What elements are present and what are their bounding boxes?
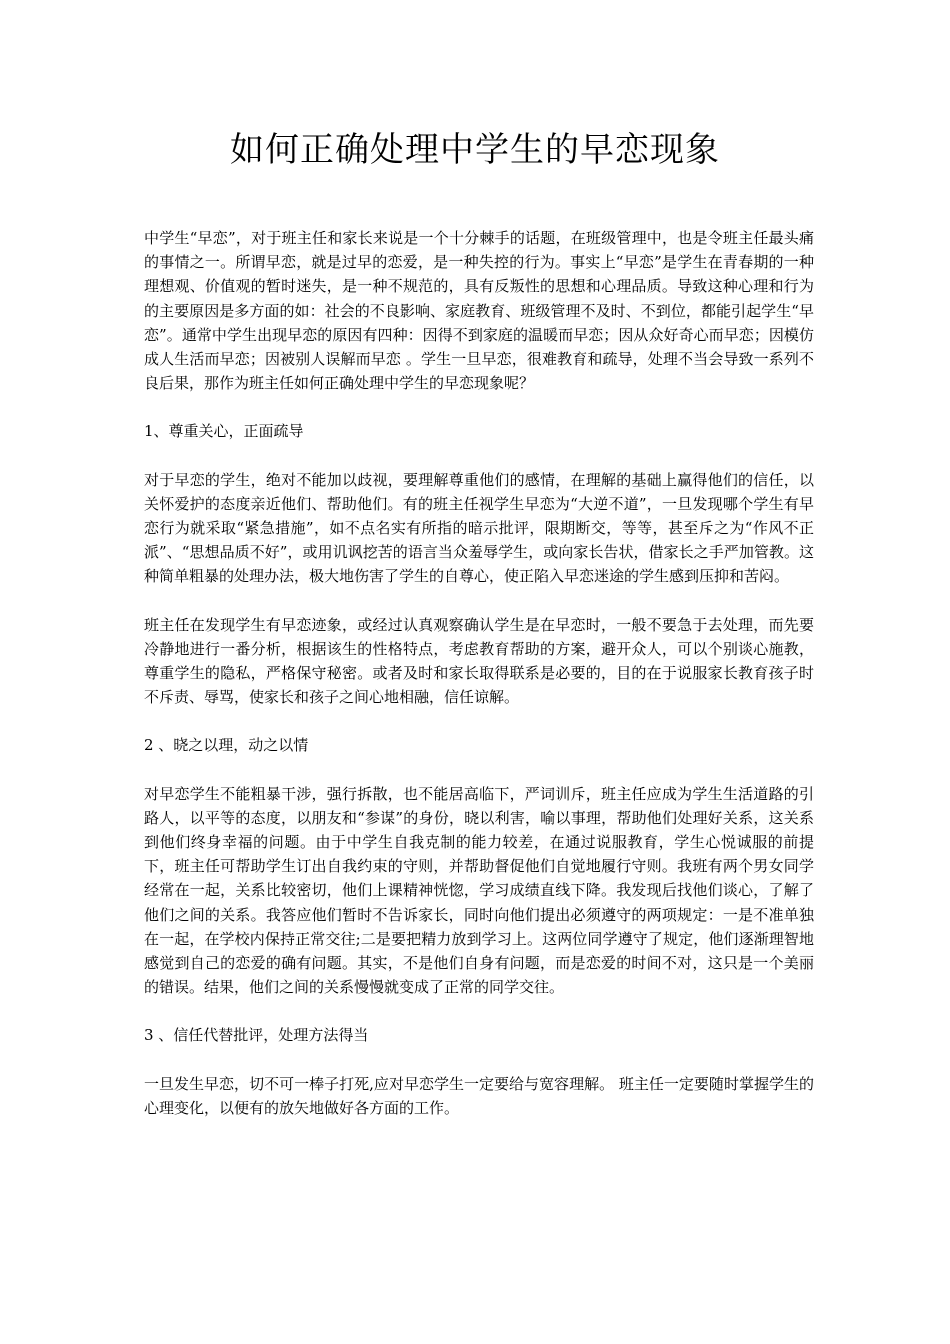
section-3-paragraph-1: 一旦发生早恋，切不可一棒子打死,应对早恋学生一定要给与宽容理解。 班主任一定要随时掌握学生的心理变化，以便有的放矢地做好各方面的工作。 [144,1074,814,1117]
intro-paragraph: 中学生“早恋”，对于班主任和家长来说是一个十分棘手的话题，在班级管理中，也是令班主任最头痛的事情之一。所谓早恋，就是过早的恋爱，是一种失控的行为。事实上“早恋”是学生在青春期的一种理想观、价值观的暂时迷失，是一种不规范的，具有反叛性的思想和心理品质。导致这种心理和行为的主要原因是多方面的如：社会的不良影响、家庭教育、班级管理不及时、不到位，都能引起学生“早恋”。通常中学生出现早恋的原因有四种：因得不到家庭的温暖而早恋；因从众好奇心而早恋；因模仿成人生活而早恋；因被别人误解而早恋 。学生一旦早恋，很难教育和疏导，处理不当会导致一系列不良后果，那作为班主任如何正确处理中学生的早恋现象呢？ [144,229,814,393]
document-title: 如何正确处理中学生的早恋现象 [230,130,720,170]
section-2-paragraph-1: 对早恋学生不能粗暴干涉，强行拆散，也不能居高临下，严词训斥，班主任应成为学生生活道路的引路人，以平等的态度，以朋友和“参谋”的身份，晓以利害，喻以事理，帮助他们处理好关系，这关系到他们终身幸福的问题。由于中学生自我克制的能力较差，在通过说服教育，学生心悦诚服的前提下，班主任可帮助学生订出自我约束的守则，并帮助督促他们自觉地履行守则。我班有两个男女同学经常在一起，关系比较密切，他们上课精神恍惚，学习成绩直线下降。我发现后找他们谈心，了解了他们之间的关系。我答应他们暂时不告诉家长，同时向他们提出必须遵守的两项规定：一是不准单独在一起，在学校内保持正常交往;二是要把精力放到学习上。这两位同学遵守了规定，他们逐渐理智地感觉到自己的恋爱的确有问题。其实，不是他们自身有问题，而是恋爱的时间不对，这只是一个美丽的错误。结果，他们之间的关系慢慢就变成了正常的同学交往。 [144,784,814,997]
section-3-heading: 3 、信任代替批评，处理方法得当 [144,1026,369,1045]
document-body [144,226,814,1144]
section-1-paragraph-2: 班主任在发现学生有早恋迹象，或经过认真观察确认学生是在早恋时，一般不要急于去处理，而先要冷静地进行一番分析，根据该生的性格特点，考虑教育帮助的方案，避开众人，可以个别谈心施教，尊重学生的隐私，严格保守秘密。或者及时和家长取得联系是必要的，目的在于说服家长教育孩子时不斥责、辱骂，使家长和孩子之间心地相融，信任谅解。 [144,615,814,707]
section-2-heading: 2 、晓之以理，动之以情 [144,736,309,755]
section-1-heading: 1、尊重关心，正面疏导 [144,422,304,441]
section-1-paragraph-1: 对于早恋的学生，绝对不能加以歧视，要理解尊重他们的感情，在理解的基础上赢得他们的信任，以关怀爱护的态度亲近他们、帮助他们。有的班主任视学生早恋为“大逆不道”，一旦发现哪个学生有早恋行为就采取“紧急措施”，如不点名实有所指的暗示批评，限期断交，等等，甚至斥之为“作风不正派”、“思想品质不好”，或用讥讽挖苦的语言当众羞辱学生，或向家长告状，借家长之手严加管教。这种简单粗暴的处理办法，极大地伤害了学生的自尊心，使正陷入早恋迷途的学生感到压抑和苦闷。 [144,470,814,586]
